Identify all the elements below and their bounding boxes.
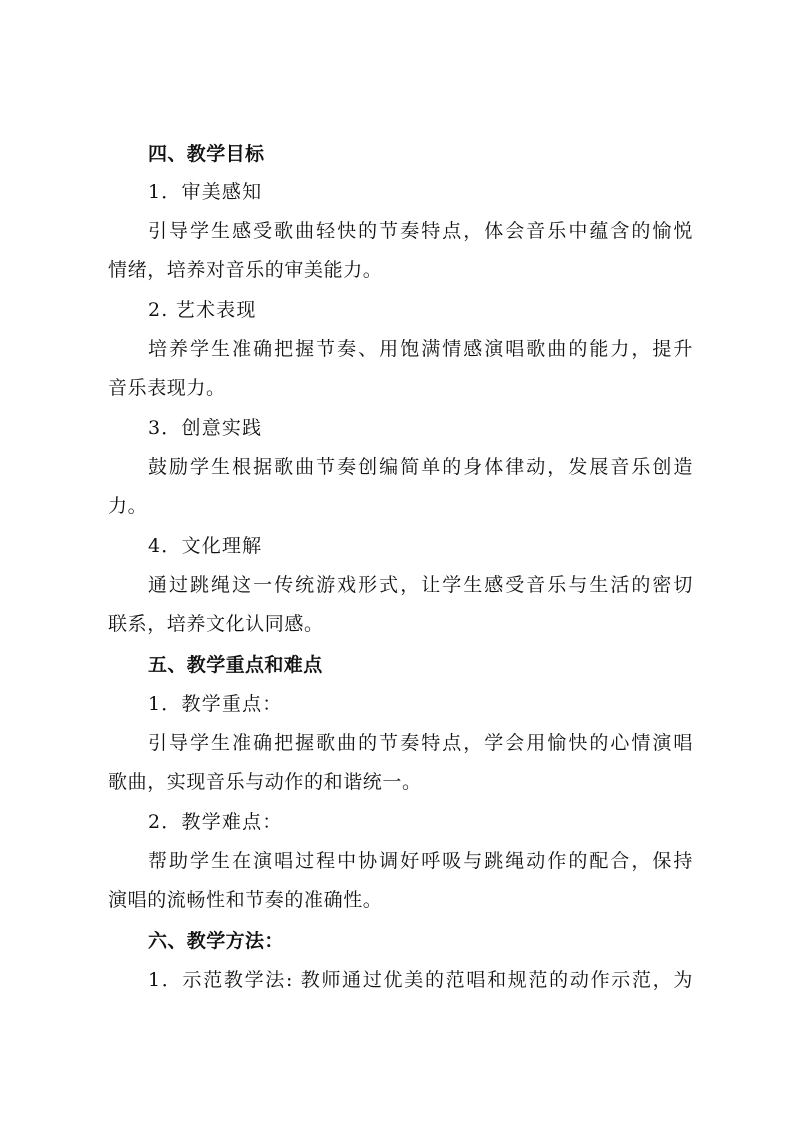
paragraph-line: 演唱的流畅性和节奏的准确性。 bbox=[108, 889, 383, 911]
paragraph-line: 音乐表现力。 bbox=[108, 377, 226, 399]
paragraph-line: 引导学生准确把握歌曲的节奏特点，学会用愉快的心情演唱 bbox=[148, 732, 693, 754]
section-heading-methods: 六、教学方法： bbox=[148, 930, 284, 952]
paragraph-line: 培养学生准确把握节奏、用饱满情感演唱歌曲的能力，提升 bbox=[148, 338, 693, 360]
item-title-creative-practice: 3．创意实践 bbox=[148, 417, 263, 439]
paragraph-line: 力。 bbox=[108, 495, 148, 517]
item-title-aesthetic: 1．审美感知 bbox=[148, 181, 263, 203]
paragraph-line: 联系，培养文化认同感。 bbox=[108, 613, 324, 635]
item-title-cultural-understanding: 4．文化理解 bbox=[148, 535, 263, 557]
paragraph-line: 歌曲，实现音乐与动作的和谐统一。 bbox=[108, 771, 422, 793]
section-heading-objectives: 四、教学目标 bbox=[148, 143, 265, 165]
paragraph-line: 1．示范教学法: 教师通过优美的范唱和规范的动作示范，为 bbox=[148, 969, 693, 991]
section-heading-key-points: 五、教学重点和难点 bbox=[148, 654, 323, 676]
item-title-difficulty: 2．教学难点： bbox=[148, 811, 283, 833]
item-title-key-point: 1．教学重点： bbox=[148, 693, 283, 715]
item-title-art-expression: 2. 艺术表现 bbox=[148, 299, 257, 321]
paragraph-line: 通过跳绳这一传统游戏形式，让学生感受音乐与生活的密切 bbox=[148, 574, 693, 596]
paragraph-line: 情绪，培养对音乐的审美能力。 bbox=[108, 259, 383, 281]
paragraph-line: 引导学生感受歌曲轻快的节奏特点，体会音乐中蕴含的愉悦 bbox=[148, 220, 693, 242]
paragraph-line: 帮助学生在演唱过程中协调好呼吸与跳绳动作的配合，保持 bbox=[148, 850, 693, 872]
paragraph-line: 鼓励学生根据歌曲节奏创编简单的身体律动，发展音乐创造 bbox=[148, 456, 693, 478]
